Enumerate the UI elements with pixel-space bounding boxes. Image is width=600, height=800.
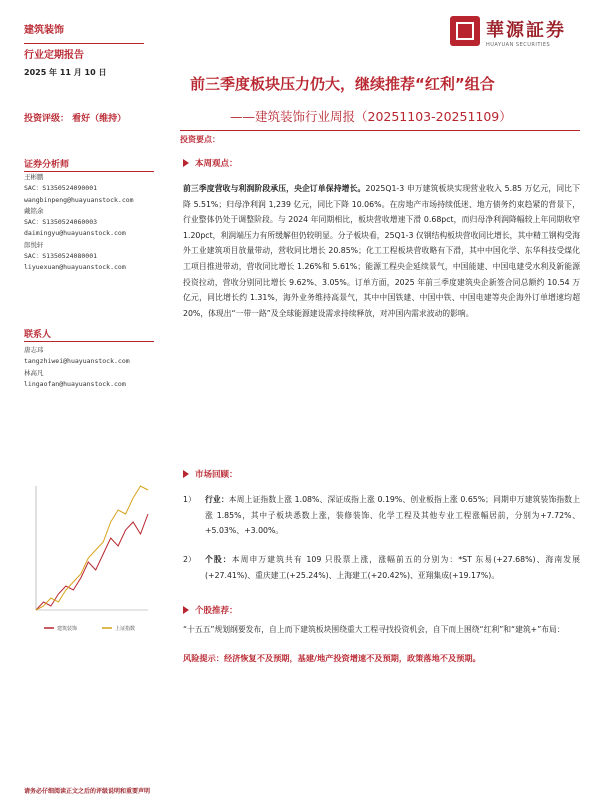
performance-chart	[24, 470, 154, 640]
series-line-0	[36, 514, 148, 610]
page-title: 前三季度板块压力仍大，继续推荐“红利”组合	[190, 75, 495, 93]
market-heading: 市场回顾：	[183, 468, 238, 480]
report-date: 2025 年 11 月 10 日	[24, 68, 107, 77]
report-type-label: 行业定期报告	[24, 50, 84, 61]
legend-label: 建筑装饰	[57, 626, 78, 632]
page-subtitle: ——建筑装饰行业周报（20251103-20251109）	[230, 109, 512, 124]
seal-icon	[450, 16, 480, 46]
series-line-1	[36, 486, 148, 610]
divider	[24, 341, 154, 342]
triangle-icon	[183, 159, 189, 167]
analyst-line: 郎悦轩	[24, 240, 44, 249]
market-item: 1） 行业：本周上证指数上涨 1.08%、深证成指上涨 0.19%、创业板指上涨 0.65%；同期申万建筑装饰指数上涨 1.85%，其中子板块悉数上涨，装修装饰、化学工程及其他专业工程涨幅居前，分别为+7.72%、+5.03%、+3.00%。	[183, 495, 580, 536]
footer-disclaimer: 请务必仔细阅读正文之后的评级说明和重要声明	[24, 788, 151, 795]
triangle-icon	[183, 606, 189, 614]
analyst-line: SAC：S1350524080001	[24, 252, 98, 261]
stocks-intro: “十五五”规划纲要发布，自上而下建筑板块围绕重大工程寻找投资机会，自下而上围绕“红利”和“建筑+”布局：	[183, 625, 565, 634]
analysts-heading: 证券分析师	[24, 160, 70, 170]
analyst-email[interactable]: wangbinpeng@huayuanstock.com	[24, 195, 134, 204]
risk-warning: 风险提示：经济恢复不及预期，基建/地产投资增速不及预期，政策落地不及预期。	[183, 653, 481, 663]
key-points-label: 投资要点：	[180, 135, 220, 144]
report-category	[24, 20, 164, 67]
triangle-icon	[183, 470, 189, 478]
analyst-line: 戴铭余	[24, 206, 44, 215]
viewpoint-body: 2025Q1-3 申万建筑板块实现营业收入 5.85 万亿元，同比下降 5.51%；归母净利润 1,239 亿元，同比下降 10.06%。在房地产市场持续低迷、地方债务约束趋紧的背景下，行业整体仍处于调整阶段。与 2024 年同期相比，板块营收增速下滑 0.68pct，而归母净利润降幅较上年同期收窄 1.20pct，利润端压力有所缓解但仍较明显。分子板块看，25Q1-3 仅钢结构板块营收同比增长，其中精工钢构受海外工业建筑项目放量带动，营收同比增长 20.85%；化工工程板块营收略有下滑，其中中国化学、东华科技受煤化工项目推进带动，营收同比增长 1.26%和 5.61%；能源工程央企延续景气，中国能建、中国电建受水利及新能源投资拉动，营收分别同比增长 9.62%、3.05%。订单方面，2025 年前三季度建筑央企新签合同总额约 10.54 万亿元，同比增长约 1.31%，海外业务维持高景气，其中中国铁建、中国中铁、中国电建等央企海外订单增速均超 20%，体现出“一带一路”及全球能源建设需求持续释放，对冲国内需求波动的影响。	[183, 184, 581, 318]
market-item: 2） 个股：本周申万建筑共有 109 只股票上涨，涨幅前五的分别为：*ST 东易(+27.68%)、海南发展(+27.41%)、重庆建工(+25.24%)、上海建工(+20.42%)、亚翔集成(+19.17%)。	[183, 555, 581, 580]
industry-label: 建筑装饰	[24, 25, 64, 36]
contact-email[interactable]: tangzhiwei@huayuanstock.com	[24, 357, 130, 366]
analyst-line: SAC：S1350524090001	[24, 184, 98, 193]
logo-text: 華源証券	[486, 20, 566, 41]
contact-line: 唐志玮	[24, 346, 44, 354]
analyst-list	[24, 172, 134, 274]
viewpoint-heading: 本周观点：	[183, 157, 238, 169]
contact-email[interactable]: lingaofan@huayuanstock.com	[24, 379, 126, 388]
analyst-email[interactable]: daimingyu@huayuanstock.com	[24, 229, 126, 238]
viewpoint-paragraph	[183, 181, 580, 321]
stocks-heading: 个股推荐：	[183, 604, 238, 616]
logo-english: HUAYUAN SECURITIES	[486, 42, 551, 48]
company-logo	[450, 16, 580, 56]
divider	[180, 130, 580, 131]
contacts-heading: 联系人	[24, 330, 52, 340]
viewpoint-lead: 前三季度营收与利润阶段承压，央企订单保持增长。	[183, 184, 366, 193]
contact-line: 林高凡	[24, 368, 44, 377]
analyst-line: SAC：S1350524060003	[24, 218, 98, 227]
legend-label: 上证指数	[115, 626, 136, 632]
analyst-line: 王彬鹏	[24, 173, 44, 181]
analyst-email[interactable]: liyuexuan@huayuanstock.com	[24, 263, 126, 272]
investment-rating: 投资评级： 看好（维持）	[24, 114, 127, 124]
divider	[24, 43, 144, 44]
contact-list	[24, 345, 130, 390]
